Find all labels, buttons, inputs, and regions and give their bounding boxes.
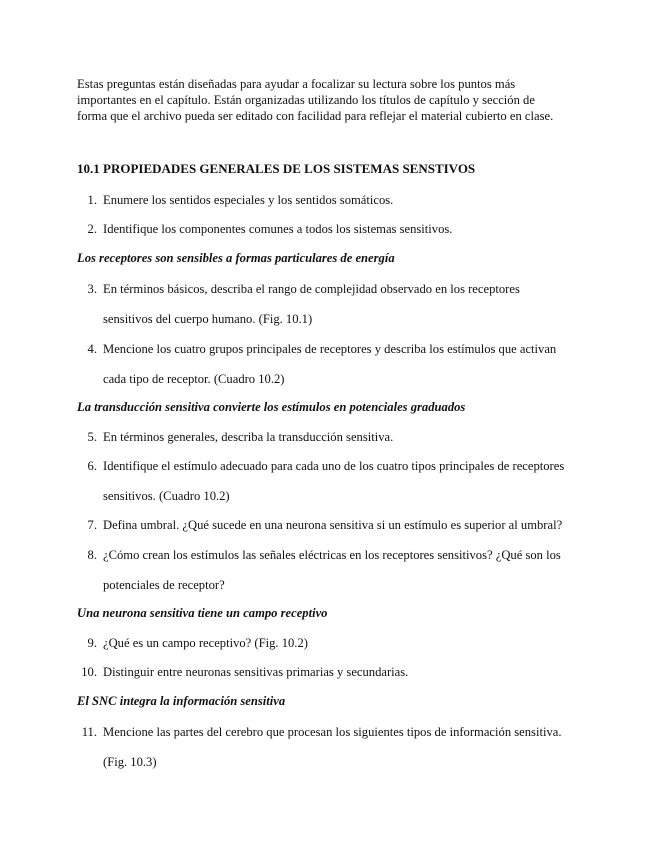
question-number: 9.: [87, 636, 97, 650]
question-line: Mencione los cuatro grupos principales de receptores y describa los estímulos que activan: [103, 342, 557, 356]
subsection-heading: El SNC integra la información sensitiva: [77, 694, 286, 708]
question-text: [103, 274, 587, 334]
question-number: 5.: [87, 430, 97, 444]
question-number: 10.: [81, 665, 97, 679]
question-line: sensitivos. (Cuadro 10.2): [103, 489, 230, 503]
question-number: 11.: [81, 725, 97, 739]
intro-line: Estas preguntas están diseñadas para ayudar a focalizar su lectura sobre los puntos más: [77, 77, 516, 91]
question-text: [103, 214, 587, 244]
intro-line: forma que el archivo pueda ser editado con facilidad para reflejar el material cubierto en clase.: [77, 109, 554, 123]
question-text: [103, 717, 587, 777]
question-line: sensitivos del cuerpo humano. (Fig. 10.1): [103, 312, 313, 326]
question-line: En términos básicos, describa el rango de complejidad observado en los receptores: [103, 282, 520, 296]
question-text: [103, 185, 587, 215]
question-number: 8.: [87, 548, 97, 562]
question-line: (Fig. 10.3): [103, 755, 157, 769]
subsection-heading: Una neurona sensitiva tiene un campo receptivo: [77, 606, 328, 620]
question-line: cada tipo de receptor. (Cuadro 10.2): [103, 372, 285, 386]
question-line: Enumere los sentidos especiales y los sentidos somáticos.: [103, 193, 394, 207]
question-line: ¿Cómo crean los estímulos las señales eléctricas en los receptores sensitivos? ¿Qué son los: [103, 548, 561, 562]
question-line: potenciales de receptor?: [103, 578, 225, 592]
question-line: Identifique los componentes comunes a todos los sistemas sensitivos.: [103, 222, 453, 236]
question-line: Identifique el estímulo adecuado para cada uno de los cuatro tipos principales de receptores: [103, 459, 565, 473]
question-text: [103, 422, 587, 452]
section-title: 10.1 PROPIEDADES GENERALES DE LOS SISTEMAS SENSTIVOS: [77, 161, 476, 176]
question-line: Mencione las partes del cerebro que procesan los siguientes tipos de información sensitiva.: [103, 725, 562, 739]
intro-paragraph: [77, 76, 577, 124]
question-line: En términos generales, describa la transducción sensitiva.: [103, 430, 394, 444]
question-line: Distinguir entre neuronas sensitivas primarias y secundarias.: [103, 665, 409, 679]
question-line: Defina umbral. ¿Qué sucede en una neurona sensitiva si un estímulo es superior al umbral?: [103, 518, 563, 532]
question-text: [103, 451, 587, 511]
question-line: ¿Qué es un campo receptivo? (Fig. 10.2): [103, 636, 308, 650]
question-number: 4.: [87, 342, 97, 356]
question-number: 6.: [87, 459, 97, 473]
question-text: [103, 657, 587, 687]
question-number: 7.: [87, 518, 97, 532]
intro-line: importantes en el capítulo. Están organizadas utilizando los títulos de capítulo y sección de: [77, 93, 535, 107]
question-text: [103, 334, 587, 394]
subsection-heading: La transducción sensitiva convierte los estímulos en potenciales graduados: [77, 400, 466, 414]
question-text: [103, 540, 587, 600]
question-number: 2.: [87, 222, 97, 236]
question-text: [103, 628, 587, 658]
question-text: [103, 510, 587, 540]
question-number: 3.: [87, 282, 97, 296]
subsection-heading: Los receptores son sensibles a formas particulares de energía: [77, 251, 395, 265]
question-number: 1.: [87, 193, 97, 207]
